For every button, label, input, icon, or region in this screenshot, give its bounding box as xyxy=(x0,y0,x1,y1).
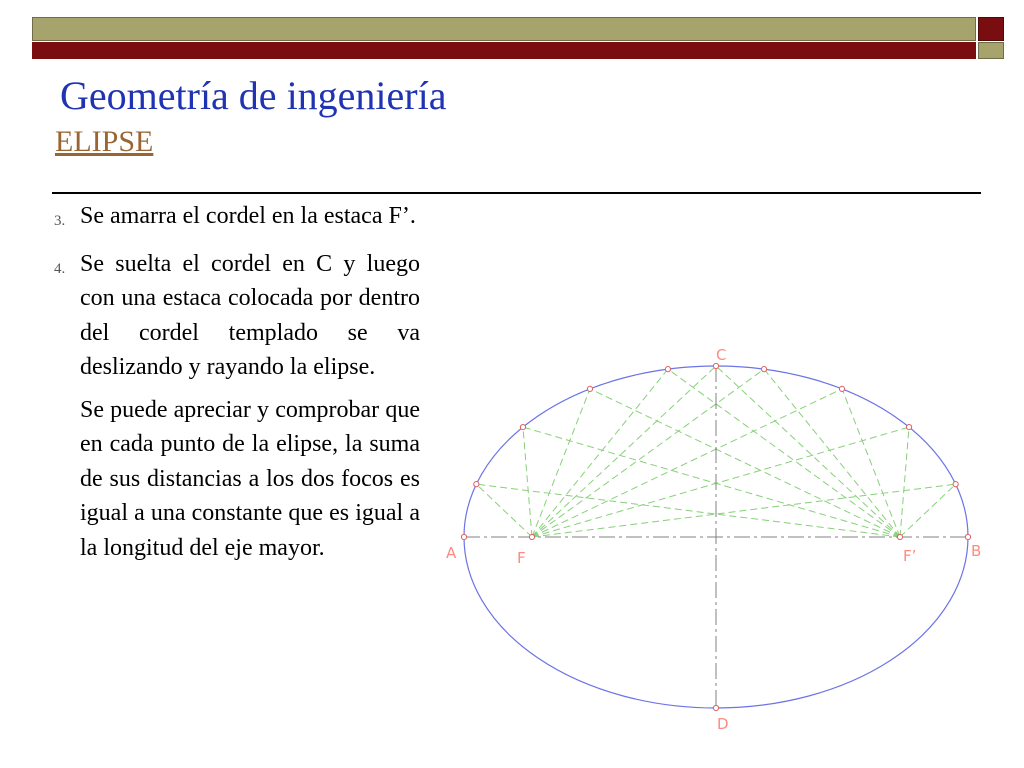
ellipse-point xyxy=(665,367,670,372)
explanation-paragraph: Se puede apreciar y comprobar que en cada punto de la elipse, la suma de sus distancias a los dos focos es igual a una constante que es igual a la longitud del eje mayor. xyxy=(80,396,420,561)
list-number: 4. xyxy=(54,260,66,277)
list-text: Se amarra el cordel en la estaca F’. xyxy=(80,203,416,229)
list-number: 3. xyxy=(54,213,66,229)
ellipse-point xyxy=(965,534,970,539)
focal-ray xyxy=(523,427,532,537)
label-d: D xyxy=(717,715,729,733)
ellipse-point xyxy=(713,705,718,710)
ellipse-point xyxy=(897,534,902,539)
slide-subtitle: ELIPSE xyxy=(55,125,154,158)
slide-title: Geometría de ingeniería xyxy=(60,73,447,118)
focal-ray xyxy=(532,389,842,537)
focal-ray xyxy=(476,484,532,537)
focal-ray xyxy=(668,369,900,537)
ellipse-point xyxy=(587,386,592,391)
ellipse-point xyxy=(474,482,479,487)
focal-ray xyxy=(532,389,590,537)
list-text: Se suelta el cordel en C y luego con una estaca colocada por dentro del cordel templado se va deslizando y rayando la elipse. xyxy=(80,250,420,380)
label-c: C xyxy=(716,346,727,364)
label-a: A xyxy=(446,544,457,562)
focal-ray xyxy=(532,369,668,537)
focal-ray xyxy=(532,369,764,537)
focal-ray xyxy=(900,484,956,537)
label-f-prime: F’ xyxy=(903,547,917,565)
ellipse-point xyxy=(461,534,466,539)
label-b: B xyxy=(971,542,982,560)
ellipse-point xyxy=(906,424,911,429)
focal-ray xyxy=(764,369,900,537)
focal-ray xyxy=(532,366,716,537)
ellipse-point xyxy=(713,363,718,368)
focal-ray xyxy=(532,427,909,537)
ellipse-point xyxy=(761,367,766,372)
ellipse-point xyxy=(839,386,844,391)
ellipse-point xyxy=(529,534,534,539)
focal-ray xyxy=(590,389,900,537)
ellipse-point xyxy=(520,424,525,429)
label-f: F xyxy=(517,549,526,567)
ellipse-point xyxy=(953,482,958,487)
focal-ray xyxy=(900,427,909,537)
focal-ray xyxy=(842,389,900,537)
focal-ray xyxy=(716,366,900,537)
focal-ray xyxy=(523,427,900,537)
